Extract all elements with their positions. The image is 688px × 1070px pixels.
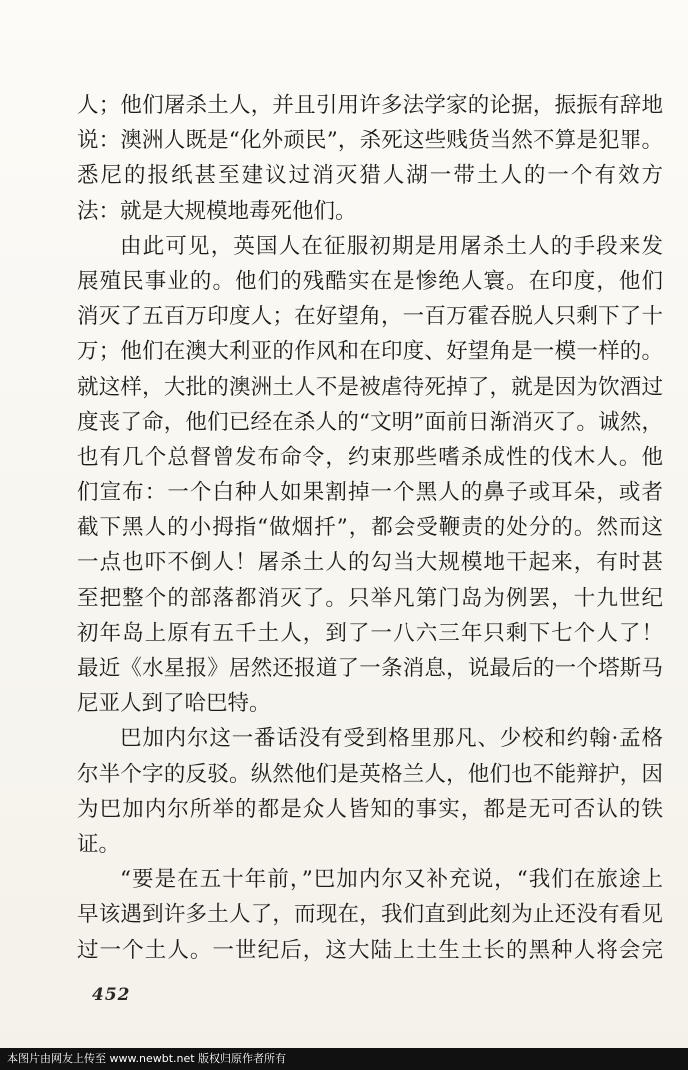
text-line: 一点也吓不倒人！屠杀土人的勾当大规模地干起来，有时甚	[77, 550, 663, 576]
text-line: 就这样，大批的澳洲土人不是被虐待死掉了，就是因为饮酒过	[77, 374, 663, 400]
watermark-footer: 本图片由网友上传至 www.newbt.net 版权归原作者所有	[0, 1048, 688, 1070]
text-line: 说：澳洲人既是“化外顽民”，杀死这些贱货当然不算是犯罪。	[77, 128, 663, 154]
text-line: 早该遇到许多土人了，而现在，我们直到此刻为止还没有看见	[77, 902, 663, 928]
text-line: 悉尼的报纸甚至建议过消灭猎人湖一带土人的一个有效方	[77, 163, 663, 189]
text-line: 巴加内尔这一番话没有受到格里那凡、少校和约翰·孟格	[120, 726, 663, 752]
text-line: 证。	[77, 831, 121, 857]
text-line: 最近《水星报》居然还报道了一条消息，说最后的一个塔斯马	[77, 656, 663, 681]
text-line: 由此可见，英国人在征服初期是用屠杀土人的手段来发	[120, 233, 663, 259]
text-line: 初年岛上原有五千土人，到了一八六三年只剩下七个人了！	[77, 620, 663, 646]
text-line: 为巴加内尔所举的都是众人皆知的事实，都是无可否认的铁	[77, 796, 663, 822]
body-text	[77, 88, 663, 968]
text-line: 法：就是大规模地毒死他们。	[77, 198, 357, 224]
text-line: 人；他们屠杀土人，并且引用许多法学家的论据，振振有辞地	[77, 93, 663, 118]
page-number: 452	[92, 985, 131, 1005]
text-line: 尔半个字的反驳。纵然他们是英格兰人，他们也不能辩护，因	[77, 761, 663, 787]
text-line: 至把整个的部落都消灭了。只举凡第门岛为例罢，十九世纪	[77, 585, 663, 611]
text-line: 度丧了命，他们已经在杀人的“文明”面前日渐消灭了。诚然，	[77, 409, 663, 435]
text-line: 们宣布：一个白种人如果割掉一个黑人的鼻子或耳朵，或者	[77, 480, 663, 506]
text-line: 尼亚人到了哈巴特。	[77, 691, 271, 717]
text-line: “要是在五十年前，”巴加内尔又补充说，“我们在旅途上	[120, 867, 663, 893]
text-line: 万；他们在澳大利亚的作风和在印度、好望角是一模一样的。	[77, 339, 663, 365]
text-line: 过一个土人。一世纪后，这大陆上土生土长的黑种人将会完	[77, 937, 663, 963]
text-line: 截下黑人的小拇指“做烟扦”，都会受鞭责的处分的。然而这	[77, 515, 663, 541]
text-line: 展殖民事业的。他们的残酷实在是惨绝人寰。在印度，他们	[77, 268, 663, 294]
text-line: 消灭了五百万印度人；在好望角，一百万霍吞脱人只剩下了十	[77, 304, 663, 330]
text-line: 也有几个总督曾发布命令，约束那些嗜杀成性的伐木人。他	[77, 444, 663, 470]
